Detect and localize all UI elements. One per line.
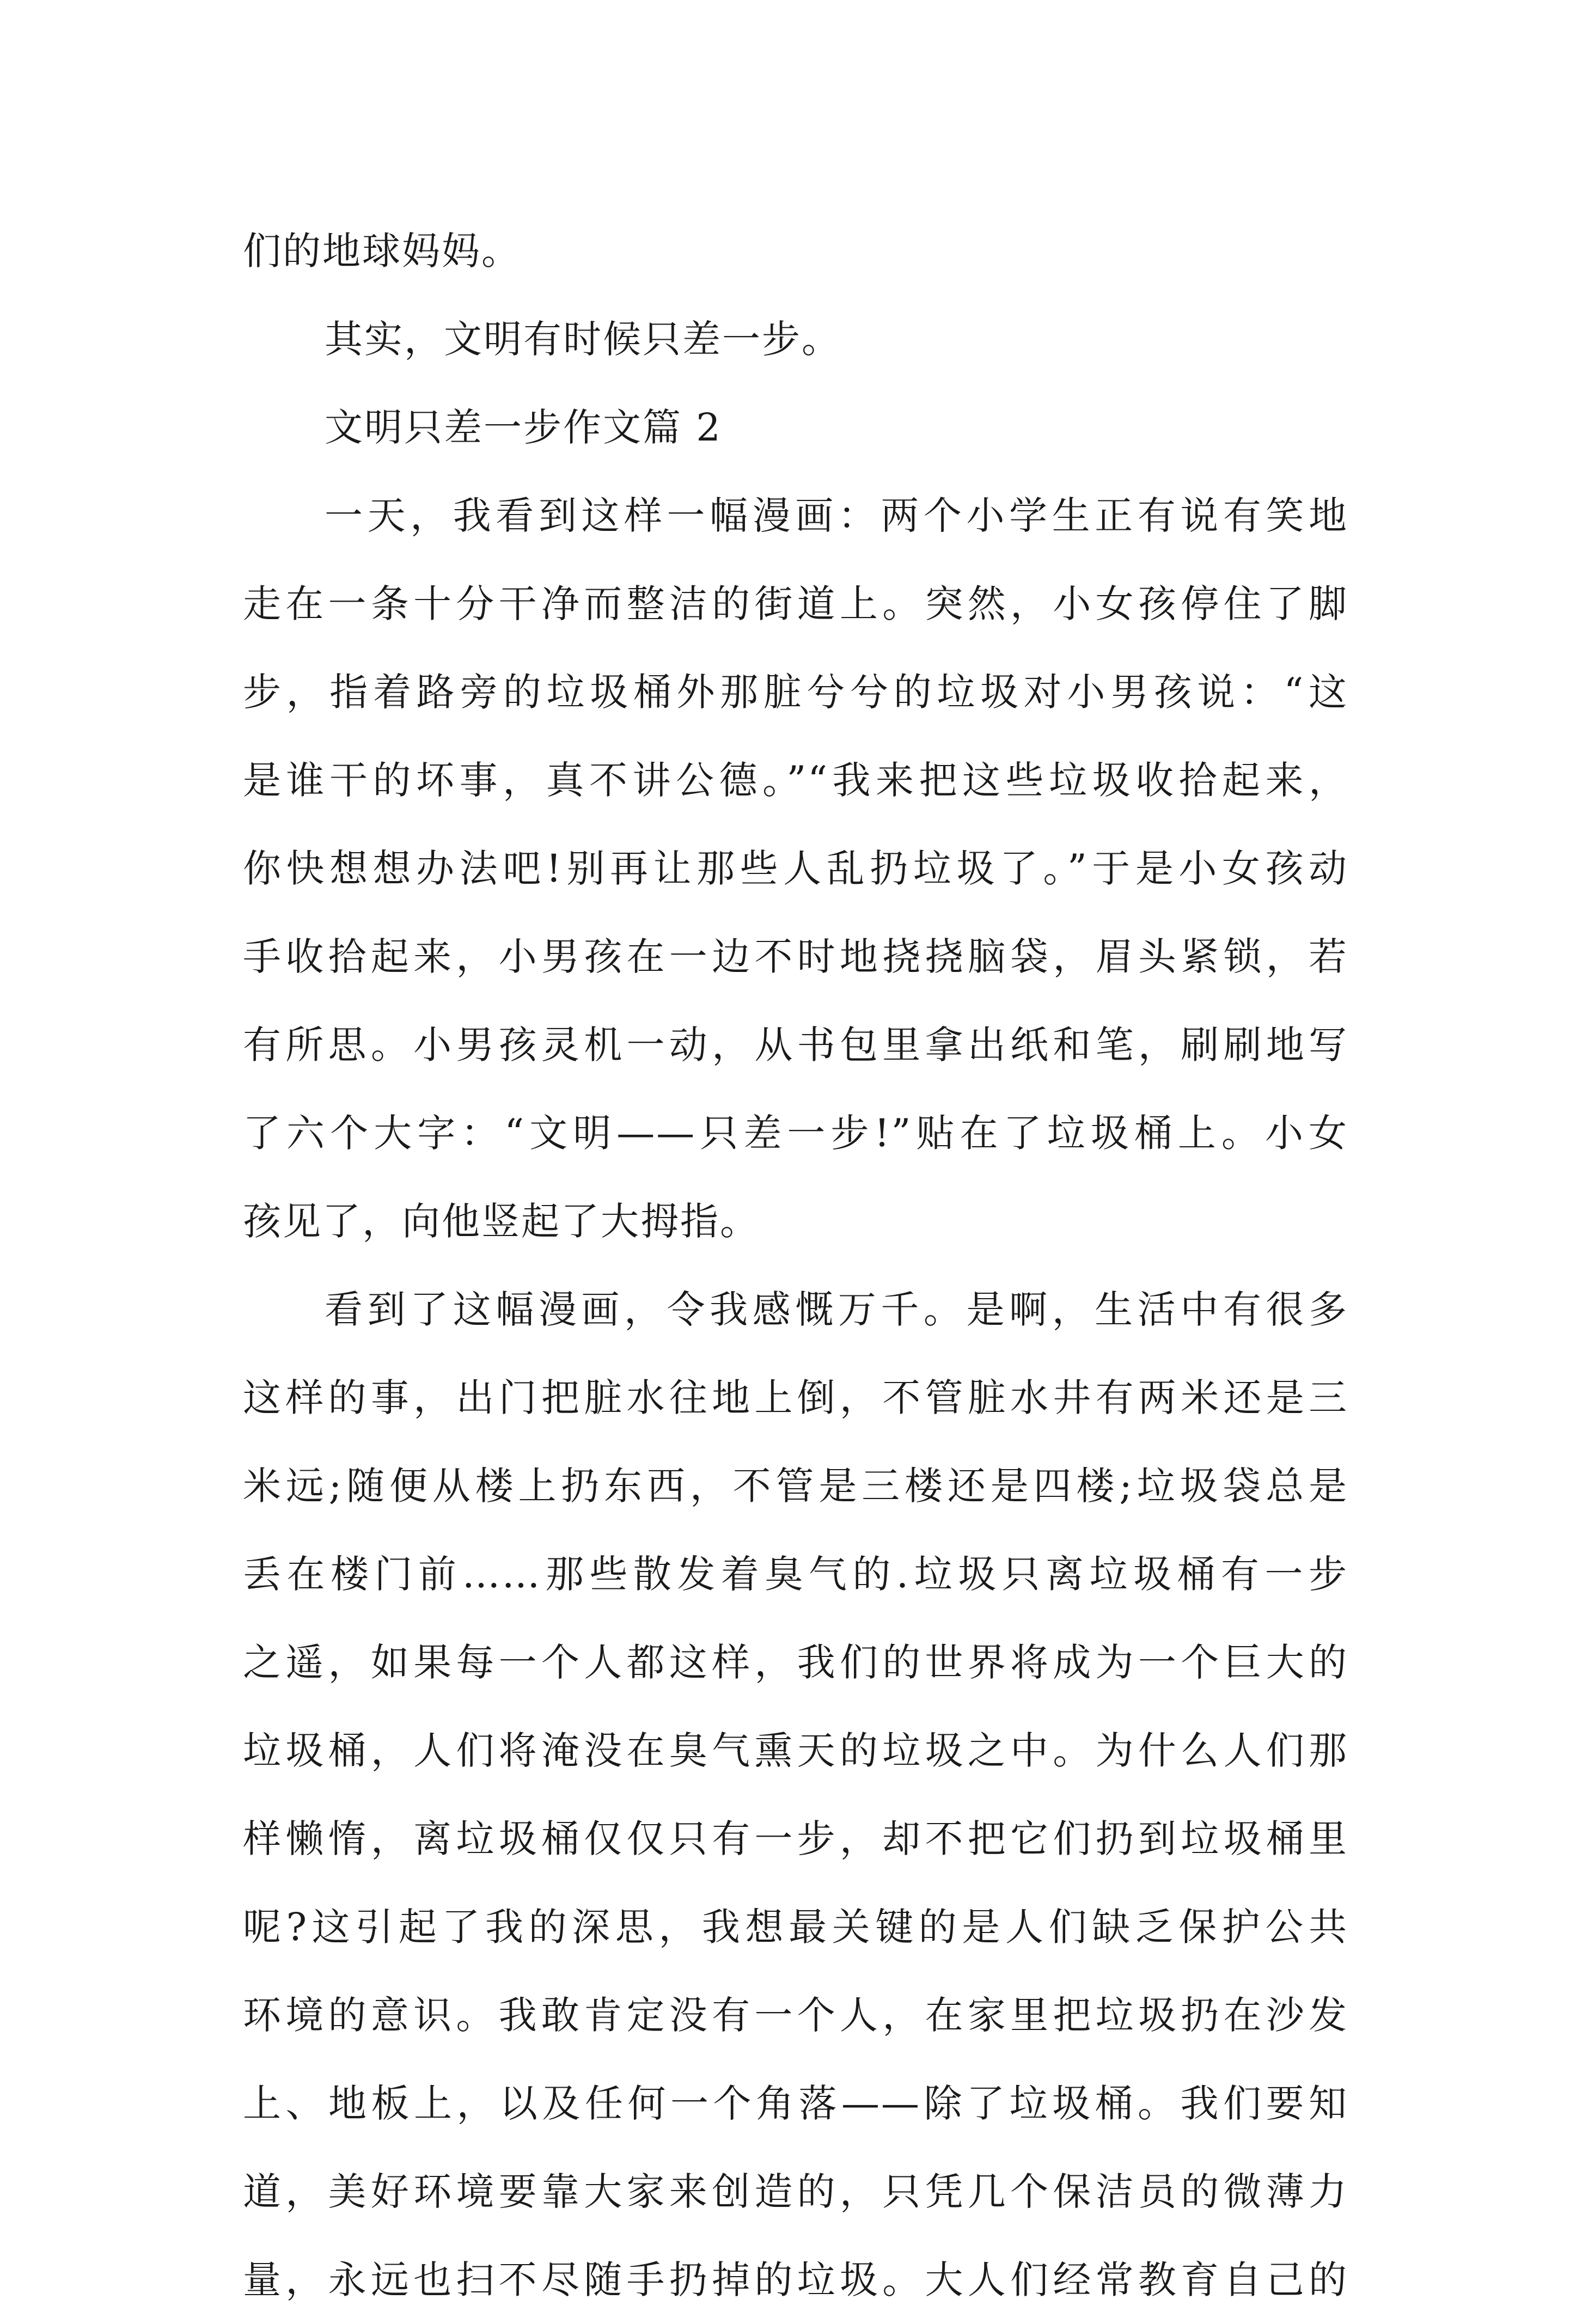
text-line: 其实，文明有时候只差一步。 bbox=[325, 317, 841, 362]
text-line: 了六个大字：“文明——只差一步!”贴在了垃圾桶上。小女 bbox=[243, 1111, 1348, 1155]
text-line: 步，指着路旁的垃圾桶外那脏兮兮的垃圾对小男孩说：“这 bbox=[243, 670, 1348, 714]
text-line: 之遥，如果每一个人都这样，我们的世界将成为一个巨大的 bbox=[243, 1640, 1348, 1685]
text-line: 上、地板上，以及任何一个角落——除了垃圾桶。我们要知 bbox=[243, 2081, 1348, 2126]
text-line: 垃圾桶，人们将淹没在臭气熏天的垃圾之中。为什么人们那 bbox=[243, 1728, 1348, 1773]
text-line: 走在一条十分干净而整洁的街道上。突然，小女孩停住了脚 bbox=[243, 582, 1348, 626]
text-line: 你快想想办法吧!别再让那些人乱扔垃圾了。”于是小女孩动 bbox=[243, 846, 1348, 891]
text-line: 道，美好环境要靠大家来创造的，只凭几个保洁员的微薄力 bbox=[243, 2169, 1348, 2214]
text-line: 有所思。小男孩灵机一动，从书包里拿出纸和笔，刷刷地写 bbox=[243, 1023, 1348, 1067]
text-line: 米远;随便从楼上扔东西，不管是三楼还是四楼;垃圾袋总是 bbox=[243, 1464, 1348, 1508]
text-line: 量，永远也扫不尽随手扔掉的垃圾。大人们经常教育自己的 bbox=[243, 2258, 1348, 2302]
text-line: 丢在楼门前……那些散发着臭气的.垃圾只离垃圾桶有一步 bbox=[243, 1552, 1348, 1597]
text-line: 环境的意识。我敢肯定没有一个人，在家里把垃圾扔在沙发 bbox=[243, 1993, 1348, 2038]
text-line: 孩见了，向他竖起了大拇指。 bbox=[243, 1199, 760, 1244]
document-body bbox=[243, 207, 1348, 2324]
text-line: 这样的事，出门把脏水往地上倒，不管脏水井有两米还是三 bbox=[243, 1375, 1348, 1420]
text-line: 看到了这幅漫画，令我感慨万千。是啊，生活中有很多 bbox=[325, 1287, 1348, 1332]
text-line: 手收拾起来，小男孩在一边不时地挠挠脑袋，眉头紧锁，若 bbox=[243, 934, 1348, 979]
text-line: 呢?这引起了我的深思，我想最关键的是人们缺乏保护公共 bbox=[243, 1905, 1348, 1949]
text-line: 一天，我看到这样一幅漫画：两个小学生正有说有笑地 bbox=[325, 493, 1348, 538]
text-line: 们的地球妈妈。 bbox=[243, 229, 521, 273]
text-line: 是谁干的坏事，真不讲公德。”“我来把这些垃圾收拾起来， bbox=[243, 758, 1348, 803]
text-line: 样懒惰，离垃圾桶仅仅只有一步，却不把它们扔到垃圾桶里 bbox=[243, 1817, 1348, 1861]
section-heading: 文明只差一步作文篇 2 bbox=[325, 405, 722, 450]
